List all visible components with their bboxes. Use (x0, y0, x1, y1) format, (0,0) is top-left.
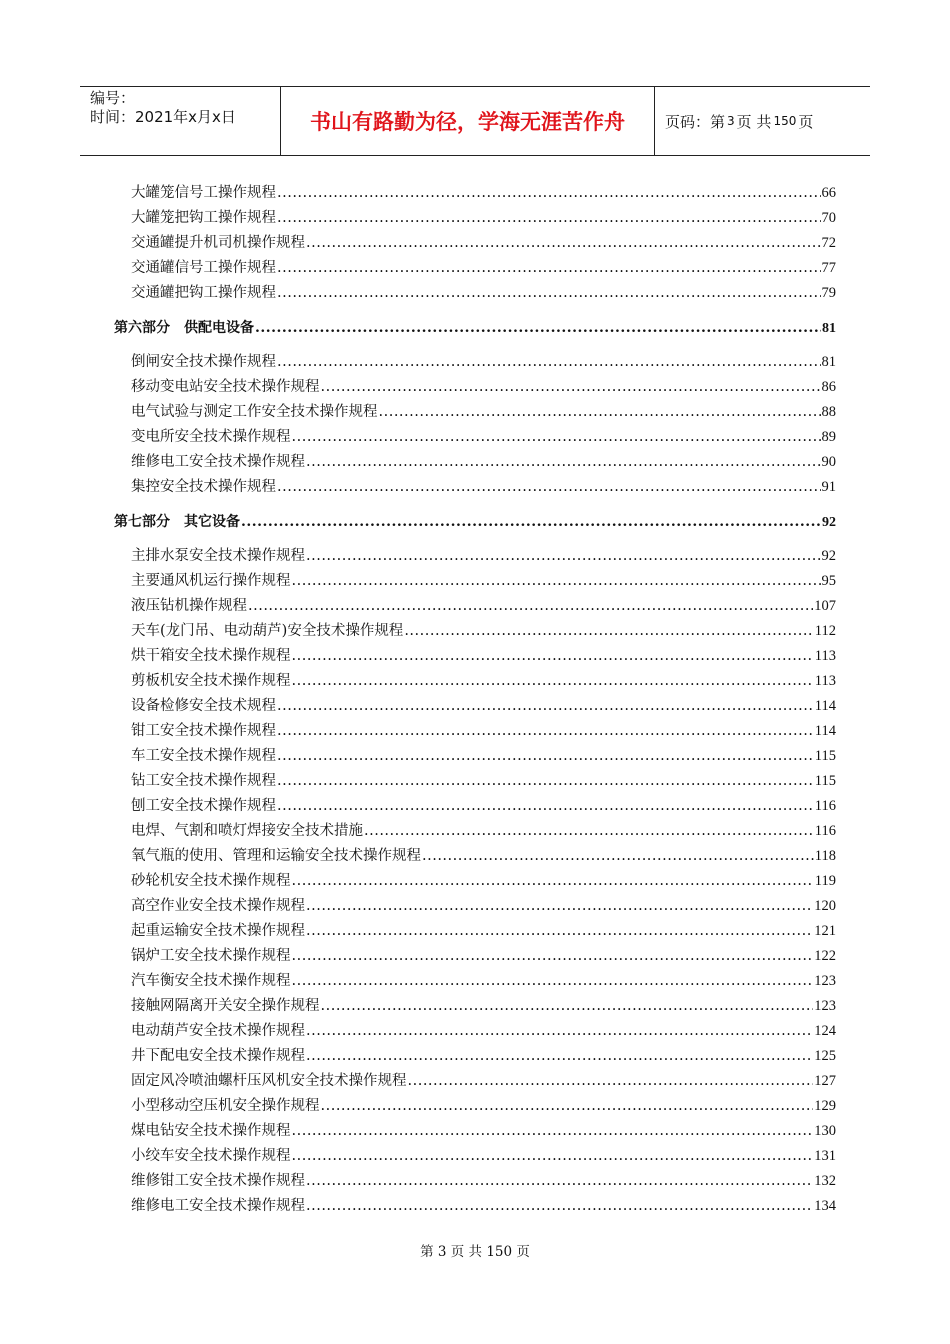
toc-page-number: 122 (814, 948, 836, 964)
page-suffix: 页 (798, 112, 814, 131)
toc-dot-leader (404, 619, 813, 644)
toc-page-number: 134 (814, 1198, 836, 1214)
toc-dot-leader (306, 1019, 813, 1044)
toc-entry-row[interactable] (114, 400, 836, 425)
toc-page-number: 92 (822, 515, 836, 530)
toc-entry-title: 小型移动空压机安全操作规程 (131, 1098, 320, 1114)
toc-page-number: 90 (821, 454, 836, 470)
toc-dot-leader (248, 594, 813, 619)
toc-entry-row[interactable] (114, 594, 836, 619)
header-page-info (655, 87, 870, 155)
toc-entry-row[interactable] (114, 281, 836, 306)
toc-entry-title: 烘干箱安全技术操作规程 (131, 648, 291, 664)
toc-page-number: 72 (821, 235, 836, 251)
toc-dot-leader (277, 475, 821, 500)
toc-entry-row[interactable] (114, 844, 836, 869)
toc-page-number: 114 (814, 723, 836, 739)
toc-page-number: 123 (814, 973, 836, 989)
toc-dot-leader (306, 1044, 813, 1069)
toc-entry-title: 氧气瓶的使用、管理和运输安全技术操作规程 (131, 848, 421, 864)
toc-entry-title: 接触网隔离开关安全操作规程 (131, 998, 320, 1014)
toc-page-number: 81 (822, 321, 836, 336)
toc-entry-row[interactable] (114, 719, 836, 744)
page-total: 150 (773, 114, 797, 128)
toc-entry-row[interactable] (114, 919, 836, 944)
toc-dot-leader (241, 509, 821, 535)
toc-entry-row[interactable] (114, 1144, 836, 1169)
toc-page-number: 115 (814, 748, 836, 764)
toc-page-number: 113 (814, 673, 836, 689)
toc-entry-title: 钻工安全技术操作规程 (131, 773, 276, 789)
toc-dot-leader (408, 1069, 814, 1094)
toc-dot-leader (292, 969, 814, 994)
toc-page-number: 92 (821, 548, 836, 564)
toc-entry-row[interactable] (114, 669, 836, 694)
toc-dot-leader (306, 894, 813, 919)
toc-entry-row[interactable] (114, 181, 836, 206)
toc-entry-row[interactable] (114, 475, 836, 500)
toc-dot-leader (292, 425, 821, 450)
toc-entry-title: 变电所安全技术操作规程 (131, 429, 291, 445)
toc-dot-leader (306, 231, 821, 256)
toc-entry-row[interactable] (114, 206, 836, 231)
toc-page-number: 91 (821, 479, 836, 495)
page-prefix: 页码：第 (665, 112, 726, 131)
toc-entry-title: 天车(龙门吊、电动葫芦)安全技术操作规程 (131, 623, 404, 639)
toc-entry-title: 交通罐提升机司机操作规程 (131, 235, 305, 251)
toc-dot-leader (364, 819, 814, 844)
toc-entry-title: 大罐笼信号工操作规程 (131, 185, 276, 201)
toc-page-number: 120 (814, 898, 836, 914)
toc-page-number: 116 (814, 798, 836, 814)
toc-page-number: 130 (814, 1123, 836, 1139)
toc-entry-title: 第七部分 其它设备 (114, 514, 240, 530)
toc-page-number: 123 (814, 998, 836, 1014)
toc-entry-title: 主排水泵安全技术操作规程 (131, 548, 305, 564)
toc-entry-title: 煤电钻安全技术操作规程 (131, 1123, 291, 1139)
toc-entry-row[interactable] (114, 619, 836, 644)
toc-page-number: 132 (814, 1173, 836, 1189)
toc-entry-row[interactable] (114, 944, 836, 969)
toc-page-number: 112 (814, 623, 836, 639)
toc-entry-title: 锅炉工安全技术操作规程 (131, 948, 291, 964)
toc-section-row[interactable] (114, 509, 836, 535)
toc-entry-title: 移动变电站安全技术操作规程 (131, 379, 320, 395)
toc-entry-row[interactable] (114, 1019, 836, 1044)
toc-dot-leader (379, 400, 821, 425)
toc-entry-title: 车工安全技术操作规程 (131, 748, 276, 764)
toc-dot-leader (292, 1144, 814, 1169)
toc-dot-leader (306, 1169, 813, 1194)
toc-entry-title: 刨工安全技术操作规程 (131, 798, 276, 814)
page-header (80, 86, 870, 156)
toc-entry-title: 倒闸安全技术操作规程 (131, 354, 276, 370)
toc-dot-leader (277, 181, 821, 206)
toc-entry-title: 电动葫芦安全技术操作规程 (131, 1023, 305, 1039)
toc-entry-title: 高空作业安全技术操作规程 (131, 898, 305, 914)
toc-entry-row[interactable] (114, 794, 836, 819)
toc-dot-leader (422, 844, 814, 869)
toc-entry-title: 固定风冷喷油螺杆压风机安全技术操作规程 (131, 1073, 407, 1089)
toc-entry-row[interactable] (114, 894, 836, 919)
toc-entry-title: 小绞车安全技术操作规程 (131, 1148, 291, 1164)
toc-page-number: 79 (821, 285, 836, 301)
toc-dot-leader (306, 450, 821, 475)
toc-entry-row[interactable] (114, 256, 836, 281)
toc-page-number: 113 (814, 648, 836, 664)
toc-entry-row[interactable] (114, 1119, 836, 1144)
toc-entry-title: 交通罐把钩工操作规程 (131, 285, 276, 301)
toc-entry-title: 交通罐信号工操作规程 (131, 260, 276, 276)
toc-entry-title: 第六部分 供配电设备 (114, 320, 254, 336)
toc-dot-leader (277, 744, 814, 769)
toc-entry-row[interactable] (114, 1194, 836, 1219)
toc-entry-row[interactable] (114, 1094, 836, 1119)
toc-page-number: 131 (814, 1148, 836, 1164)
toc-page-number: 88 (821, 404, 836, 420)
toc-entry-row[interactable] (114, 694, 836, 719)
toc-page-number: 115 (814, 773, 836, 789)
toc-entry-title: 电气试验与测定工作安全技术操作规程 (131, 404, 378, 420)
toc-page-number: 127 (814, 1073, 836, 1089)
toc-dot-leader (277, 794, 814, 819)
toc-entry-title: 集控安全技术操作规程 (131, 479, 276, 495)
toc-entry-title: 液压钻机操作规程 (131, 598, 247, 614)
toc-page-number: 66 (821, 185, 836, 201)
toc-entry-row[interactable] (114, 994, 836, 1019)
toc-dot-leader (321, 994, 814, 1019)
document-number-label: 编号： (90, 89, 136, 107)
toc-entry-title: 汽车衡安全技术操作规程 (131, 973, 291, 989)
toc-entry-row[interactable] (114, 231, 836, 256)
toc-dot-leader (306, 919, 813, 944)
toc-dot-leader (277, 281, 821, 306)
toc-dot-leader (292, 569, 821, 594)
toc-entry-row[interactable] (114, 1044, 836, 1069)
toc-page-number: 116 (814, 823, 836, 839)
toc-dot-leader (255, 315, 821, 341)
toc-dot-leader (306, 1194, 813, 1219)
toc-entry-title: 设备检修安全技术规程 (131, 698, 276, 714)
toc-entry-title: 主要通风机运行操作规程 (131, 573, 291, 589)
toc-entry-title: 维修电工安全技术操作规程 (131, 454, 305, 470)
toc-dot-leader (292, 669, 814, 694)
toc-page-number: 114 (814, 698, 836, 714)
toc-dot-leader (277, 206, 821, 231)
toc-entry-title: 维修电工安全技术操作规程 (131, 1198, 305, 1214)
toc-dot-leader (306, 544, 821, 569)
toc-page-number: 81 (821, 354, 836, 370)
toc-entry-row[interactable] (114, 969, 836, 994)
toc-page-number: 89 (821, 429, 836, 445)
toc-dot-leader (292, 944, 814, 969)
table-of-contents (114, 181, 836, 1219)
toc-entry-row[interactable] (114, 819, 836, 844)
toc-page-number: 129 (814, 1098, 836, 1114)
toc-entry-title: 电焊、气割和喷灯焊接安全技术措施 (131, 823, 363, 839)
toc-entry-row[interactable] (114, 644, 836, 669)
toc-entry-row[interactable] (114, 544, 836, 569)
toc-entry-row[interactable] (114, 744, 836, 769)
header-motto: 书山有路勤为径，学海无涯苦作舟 (281, 87, 655, 155)
toc-entry-row[interactable] (114, 1069, 836, 1094)
toc-dot-leader (292, 1119, 814, 1144)
toc-entry-title: 钳工安全技术操作规程 (131, 723, 276, 739)
toc-dot-leader (292, 869, 814, 894)
toc-entry-title: 起重运输安全技术操作规程 (131, 923, 305, 939)
page-mid: 页 共 (736, 112, 772, 131)
toc-dot-leader (277, 719, 814, 744)
toc-page-number: 121 (814, 923, 836, 939)
toc-entry-title: 剪板机安全技术操作规程 (131, 673, 291, 689)
toc-dot-leader (277, 694, 814, 719)
toc-dot-leader (277, 769, 814, 794)
toc-entry-row[interactable] (114, 1169, 836, 1194)
toc-page-number: 70 (821, 210, 836, 226)
page-current: 3 (727, 114, 735, 128)
toc-entry-row[interactable] (114, 769, 836, 794)
toc-entry-row[interactable] (114, 869, 836, 894)
page-footer: 第 3 页 共 150 页 (420, 1244, 530, 1260)
toc-page-number: 95 (821, 573, 836, 589)
toc-entry-title: 大罐笼把钩工操作规程 (131, 210, 276, 226)
toc-page-number: 86 (821, 379, 836, 395)
toc-dot-leader (277, 350, 821, 375)
toc-page-number: 77 (821, 260, 836, 276)
toc-page-number: 119 (814, 873, 836, 889)
toc-dot-leader (321, 1094, 814, 1119)
toc-dot-leader (321, 375, 821, 400)
document-time: 时间：2021年x月x日 (90, 108, 236, 126)
toc-page-number: 125 (814, 1048, 836, 1064)
toc-entry-title: 砂轮机安全技术操作规程 (131, 873, 291, 889)
toc-entry-title: 维修钳工安全技术操作规程 (131, 1173, 305, 1189)
toc-entry-row[interactable] (114, 425, 836, 450)
toc-entry-row[interactable] (114, 350, 836, 375)
header-meta (80, 87, 281, 155)
toc-page-number: 118 (814, 848, 836, 864)
toc-dot-leader (277, 256, 821, 281)
toc-page-number: 124 (814, 1023, 836, 1039)
toc-section-row[interactable] (114, 315, 836, 341)
toc-entry-title: 井下配电安全技术操作规程 (131, 1048, 305, 1064)
toc-dot-leader (292, 644, 814, 669)
toc-entry-row[interactable] (114, 450, 836, 475)
toc-page-number: 107 (814, 598, 836, 614)
toc-entry-row[interactable] (114, 375, 836, 400)
toc-entry-row[interactable] (114, 569, 836, 594)
